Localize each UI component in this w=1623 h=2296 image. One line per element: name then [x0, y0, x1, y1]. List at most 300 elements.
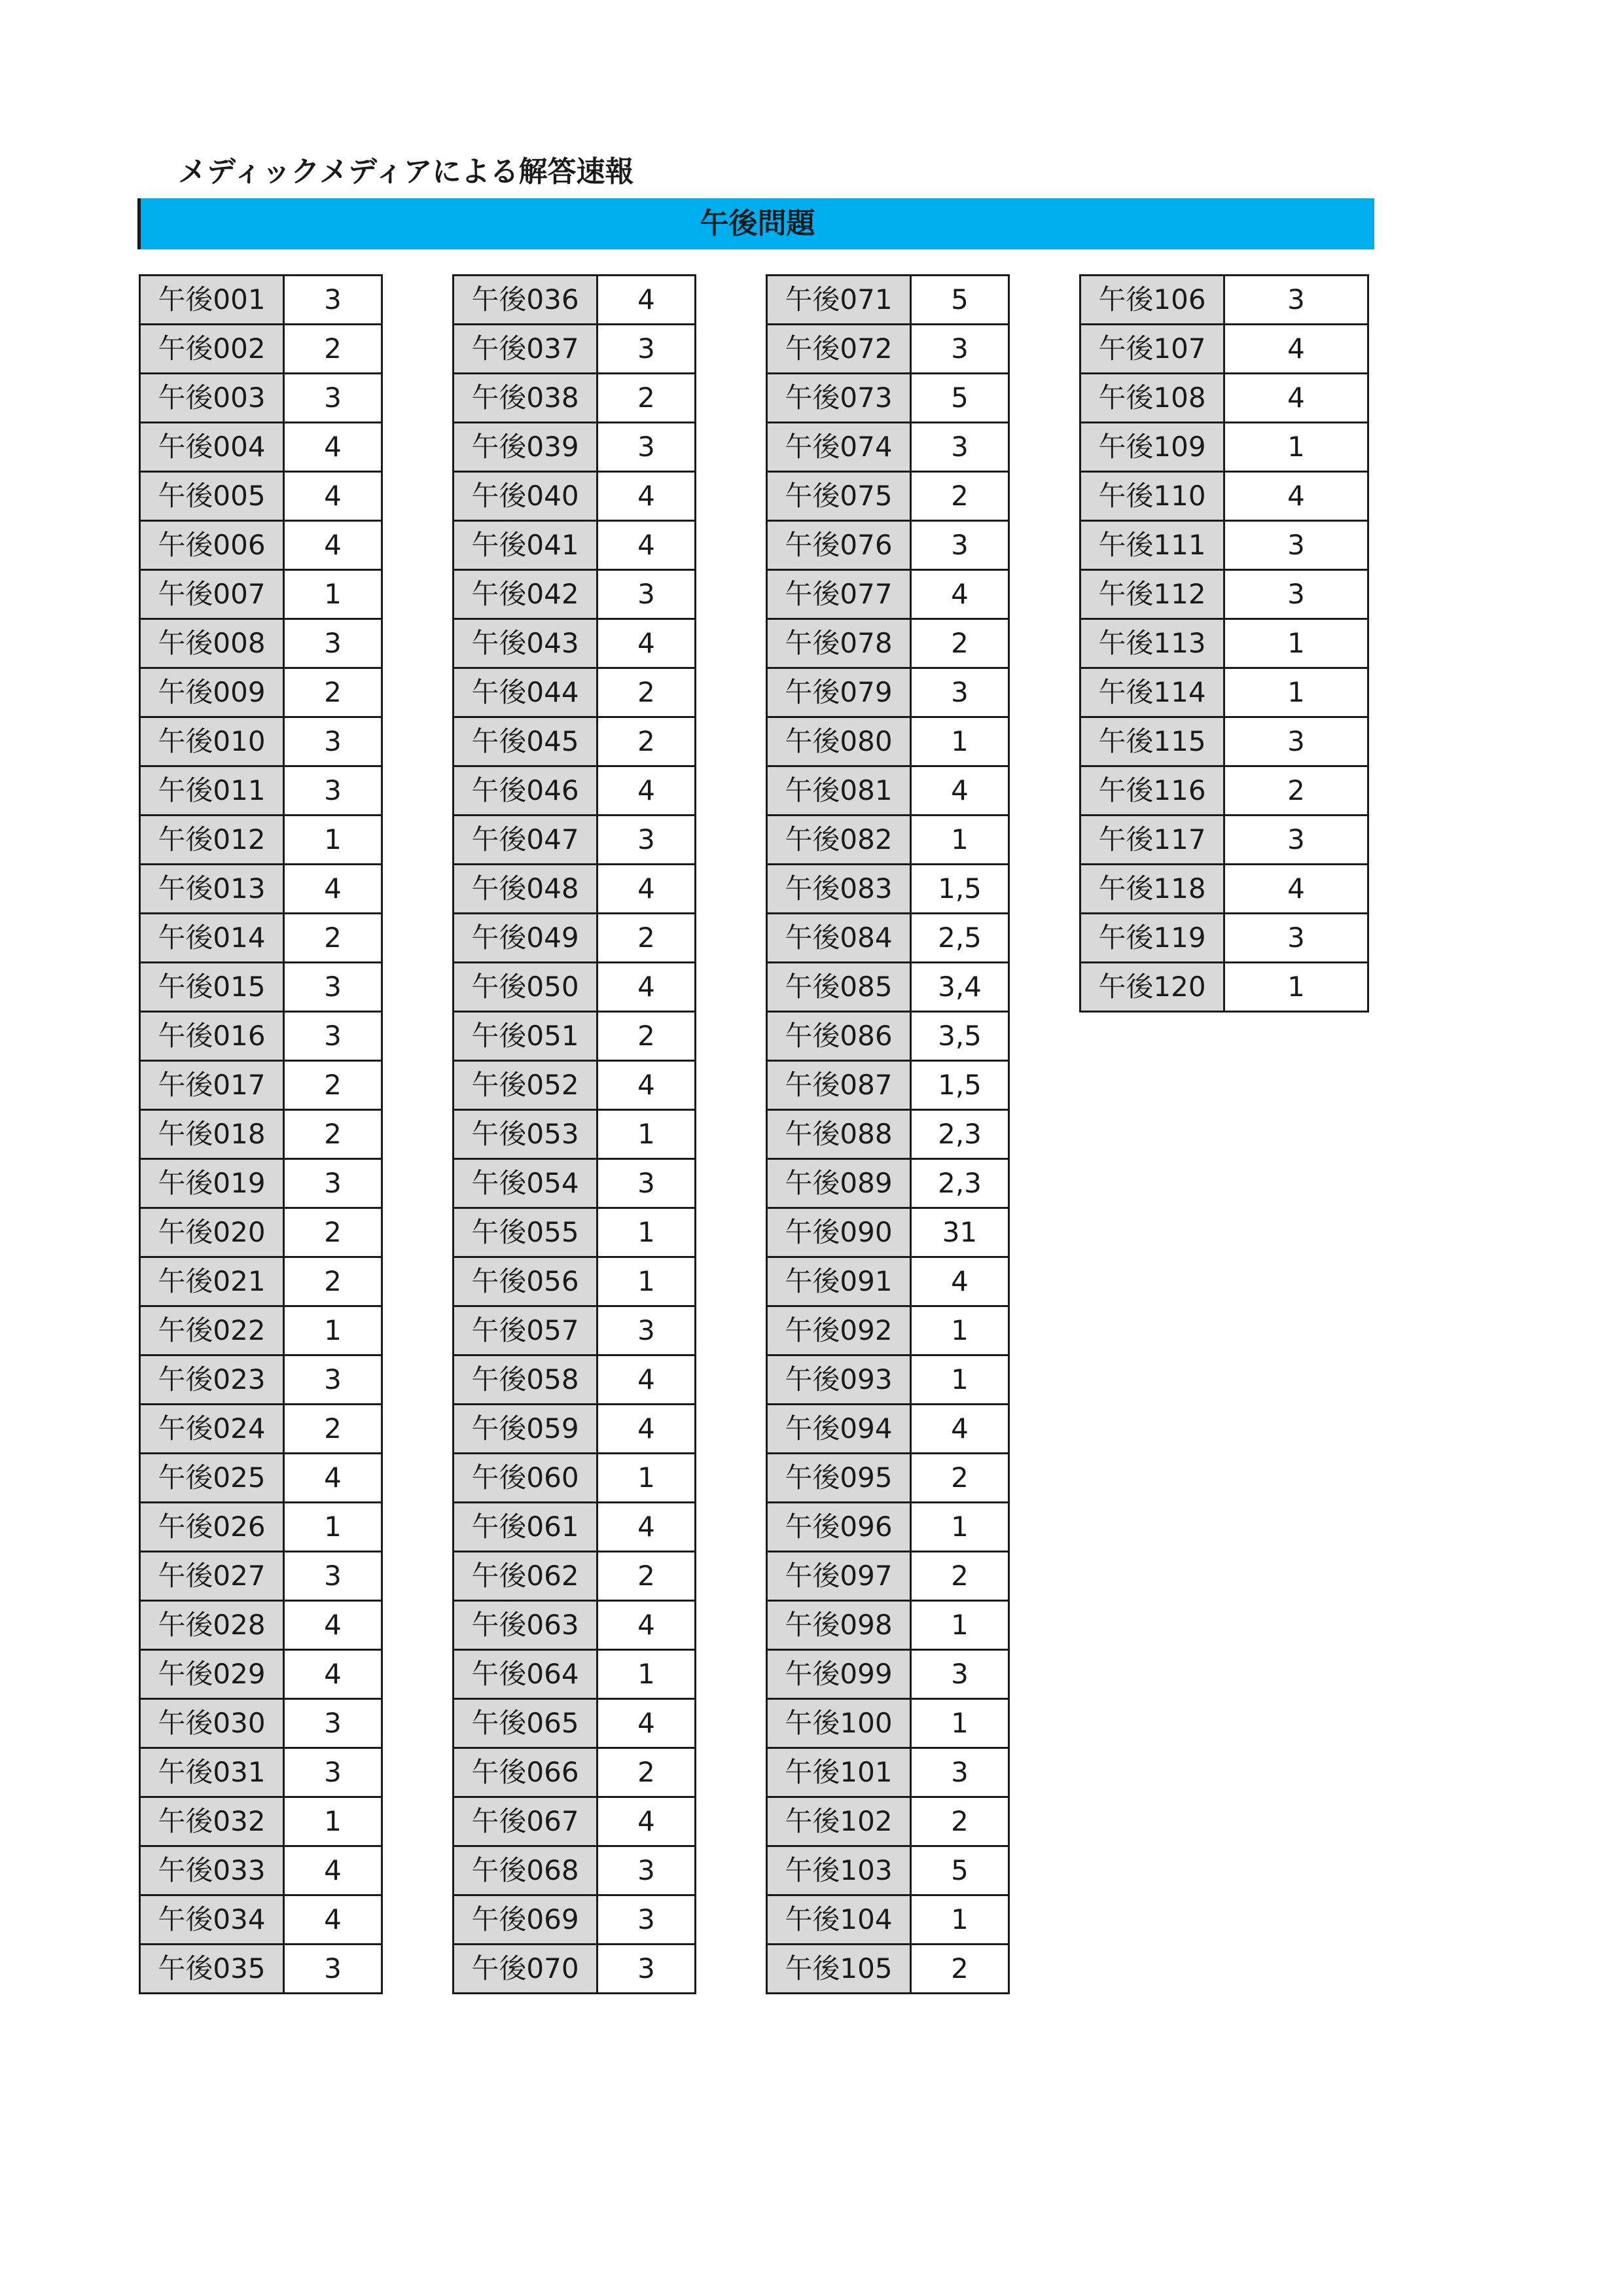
- question-number-cell: 午後059: [454, 1405, 597, 1454]
- question-number-cell: 午後090: [767, 1208, 911, 1257]
- question-number-cell: 午後011: [140, 766, 284, 816]
- answer-cell: 1: [911, 816, 1009, 865]
- table-row: [140, 1355, 382, 1405]
- answer-cell: 3: [284, 717, 382, 766]
- answer-cell: 2: [284, 1208, 382, 1257]
- question-number-cell: 午後025: [140, 1454, 284, 1503]
- table-row: [140, 668, 382, 717]
- question-number-cell: 午後044: [454, 668, 597, 717]
- answer-cell: 3: [911, 1650, 1009, 1699]
- answer-cell: 1: [597, 1110, 696, 1159]
- question-number-cell: 午後034: [140, 1895, 284, 1945]
- question-number-cell: 午後106: [1080, 276, 1224, 325]
- answer-cell: 3: [284, 619, 382, 668]
- question-number-cell: 午後024: [140, 1405, 284, 1454]
- table-row: [767, 472, 1009, 521]
- table-row: [1080, 374, 1368, 423]
- question-number-cell: 午後063: [454, 1601, 597, 1650]
- table-row: [140, 1601, 382, 1650]
- table-row: [1080, 816, 1368, 865]
- table-row: [767, 1846, 1009, 1895]
- question-number-cell: 午後114: [1080, 668, 1224, 717]
- question-number-cell: 午後055: [454, 1208, 597, 1257]
- answer-cell: 2: [284, 668, 382, 717]
- table-row: [767, 1061, 1009, 1110]
- answer-cell: 3: [284, 1159, 382, 1208]
- answer-cell: 3: [597, 423, 696, 472]
- table-row: [140, 1552, 382, 1601]
- question-number-cell: 午後009: [140, 668, 284, 717]
- answer-cell: 1: [911, 1601, 1009, 1650]
- answer-cell: 1: [911, 1355, 1009, 1405]
- answer-cell: 4: [597, 619, 696, 668]
- answer-cell: 1: [1224, 619, 1368, 668]
- table-row: [454, 619, 696, 668]
- table-row: [767, 1552, 1009, 1601]
- answer-cell: 3: [1224, 914, 1368, 963]
- question-number-cell: 午後056: [454, 1257, 597, 1306]
- answer-cell: 3: [597, 1846, 696, 1895]
- answer-cell: 1: [911, 717, 1009, 766]
- question-number-cell: 午後073: [767, 374, 911, 423]
- answer-cell: 1,5: [911, 1061, 1009, 1110]
- answer-cell: 1: [911, 1699, 1009, 1748]
- answer-cell: 1: [597, 1650, 696, 1699]
- table-row: [1080, 521, 1368, 570]
- question-number-cell: 午後001: [140, 276, 284, 325]
- table-row: [1080, 865, 1368, 914]
- table-row: [454, 423, 696, 472]
- table-row: [767, 1012, 1009, 1061]
- question-number-cell: 午後111: [1080, 521, 1224, 570]
- table-row: [140, 521, 382, 570]
- question-number-cell: 午後031: [140, 1748, 284, 1797]
- question-number-cell: 午後095: [767, 1454, 911, 1503]
- answer-cell: 3: [284, 963, 382, 1012]
- answer-cell: 1: [597, 1454, 696, 1503]
- question-number-cell: 午後119: [1080, 914, 1224, 963]
- answer-cell: 3: [911, 423, 1009, 472]
- table-row: [454, 1846, 696, 1895]
- answer-cell: 4: [911, 1257, 1009, 1306]
- answer-cell: 2: [284, 1405, 382, 1454]
- answer-cell: 3: [597, 1306, 696, 1355]
- question-number-cell: 午後086: [767, 1012, 911, 1061]
- table-row: [454, 325, 696, 374]
- question-number-cell: 午後102: [767, 1797, 911, 1846]
- answer-cell: 4: [597, 1601, 696, 1650]
- table-row: [767, 276, 1009, 325]
- question-number-cell: 午後108: [1080, 374, 1224, 423]
- answer-table-column-1: [139, 274, 383, 1994]
- table-row: [140, 1306, 382, 1355]
- question-number-cell: 午後071: [767, 276, 911, 325]
- answer-cell: 2: [911, 619, 1009, 668]
- table-row: [140, 914, 382, 963]
- answer-cell: 3: [597, 816, 696, 865]
- question-number-cell: 午後066: [454, 1748, 597, 1797]
- table-row: [140, 570, 382, 619]
- question-number-cell: 午後032: [140, 1797, 284, 1846]
- question-number-cell: 午後057: [454, 1306, 597, 1355]
- question-number-cell: 午後004: [140, 423, 284, 472]
- question-number-cell: 午後100: [767, 1699, 911, 1748]
- answer-cell: 1: [597, 1208, 696, 1257]
- answer-cell: 4: [284, 1601, 382, 1650]
- table-row: [767, 1699, 1009, 1748]
- question-number-cell: 午後081: [767, 766, 911, 816]
- table-row: [767, 1895, 1009, 1945]
- table-row: [767, 717, 1009, 766]
- question-number-cell: 午後089: [767, 1159, 911, 1208]
- answer-cell: 4: [284, 521, 382, 570]
- table-row: [1080, 423, 1368, 472]
- answer-cell: 1: [1224, 423, 1368, 472]
- table-row: [767, 1405, 1009, 1454]
- table-row: [454, 1405, 696, 1454]
- question-number-cell: 午後005: [140, 472, 284, 521]
- answer-cell: 4: [911, 766, 1009, 816]
- answer-cell: 3: [911, 668, 1009, 717]
- question-number-cell: 午後036: [454, 276, 597, 325]
- question-number-cell: 午後048: [454, 865, 597, 914]
- answer-cell: 3: [597, 1895, 696, 1945]
- answer-cell: 3: [1224, 816, 1368, 865]
- table-row: [454, 1355, 696, 1405]
- table-row: [1080, 717, 1368, 766]
- table-row: [767, 668, 1009, 717]
- table-row: [140, 1208, 382, 1257]
- answer-cell: 3: [597, 570, 696, 619]
- table-row: [767, 521, 1009, 570]
- table-row: [767, 1355, 1009, 1405]
- table-row: [1080, 766, 1368, 816]
- question-number-cell: 午後018: [140, 1110, 284, 1159]
- question-number-cell: 午後033: [140, 1846, 284, 1895]
- answer-cell: 2: [284, 325, 382, 374]
- question-number-cell: 午後030: [140, 1699, 284, 1748]
- question-number-cell: 午後002: [140, 325, 284, 374]
- table-row: [1080, 570, 1368, 619]
- document-title: メディックメディアによる解答速報: [178, 155, 634, 188]
- table-row: [140, 619, 382, 668]
- question-number-cell: 午後083: [767, 865, 911, 914]
- answer-cell: 3: [284, 276, 382, 325]
- question-number-cell: 午後046: [454, 766, 597, 816]
- table-row: [1080, 668, 1368, 717]
- question-number-cell: 午後026: [140, 1503, 284, 1552]
- table-row: [140, 374, 382, 423]
- answer-cell: 2: [911, 1454, 1009, 1503]
- answer-cell: 1: [284, 1503, 382, 1552]
- table-row: [454, 1061, 696, 1110]
- section-header-bar: [137, 198, 1374, 249]
- question-number-cell: 午後101: [767, 1748, 911, 1797]
- table-row: [454, 865, 696, 914]
- answer-cell: 3: [597, 325, 696, 374]
- table-row: [454, 963, 696, 1012]
- question-number-cell: 午後088: [767, 1110, 911, 1159]
- answer-cell: 4: [284, 1846, 382, 1895]
- answer-cell: 4: [1224, 472, 1368, 521]
- answer-cell: 3,4: [911, 963, 1009, 1012]
- table-row: [767, 1110, 1009, 1159]
- answer-cell: 4: [597, 1503, 696, 1552]
- answer-cell: 4: [1224, 374, 1368, 423]
- table-row: [140, 1405, 382, 1454]
- table-row: [140, 865, 382, 914]
- table-row: [767, 325, 1009, 374]
- question-number-cell: 午後051: [454, 1012, 597, 1061]
- answer-cell: 1: [284, 816, 382, 865]
- table-row: [454, 374, 696, 423]
- answer-cell: 3: [284, 1699, 382, 1748]
- table-row: [140, 1454, 382, 1503]
- table-row: [140, 325, 382, 374]
- answer-cell: 3: [284, 1012, 382, 1061]
- question-number-cell: 午後112: [1080, 570, 1224, 619]
- question-number-cell: 午後040: [454, 472, 597, 521]
- answer-cell: 4: [597, 472, 696, 521]
- table-row: [454, 1306, 696, 1355]
- question-number-cell: 午後007: [140, 570, 284, 619]
- answer-cell: 4: [284, 423, 382, 472]
- table-row: [454, 816, 696, 865]
- answer-cell: 3: [1224, 521, 1368, 570]
- table-row: [1080, 914, 1368, 963]
- question-number-cell: 午後091: [767, 1257, 911, 1306]
- table-row: [767, 1650, 1009, 1699]
- table-row: [140, 276, 382, 325]
- answer-cell: 4: [597, 1405, 696, 1454]
- question-number-cell: 午後076: [767, 521, 911, 570]
- question-number-cell: 午後099: [767, 1650, 911, 1699]
- question-number-cell: 午後077: [767, 570, 911, 619]
- question-number-cell: 午後096: [767, 1503, 911, 1552]
- answer-cell: 2,3: [911, 1159, 1009, 1208]
- answer-cell: 1: [284, 570, 382, 619]
- table-row: [140, 1945, 382, 1994]
- question-number-cell: 午後117: [1080, 816, 1224, 865]
- table-row: [454, 766, 696, 816]
- table-row: [140, 1895, 382, 1945]
- answer-cell: 4: [284, 1650, 382, 1699]
- answer-cell: 3: [911, 1748, 1009, 1797]
- table-row: [767, 1454, 1009, 1503]
- question-number-cell: 午後006: [140, 521, 284, 570]
- question-number-cell: 午後118: [1080, 865, 1224, 914]
- question-number-cell: 午後092: [767, 1306, 911, 1355]
- question-number-cell: 午後074: [767, 423, 911, 472]
- answer-cell: 3: [284, 766, 382, 816]
- question-number-cell: 午後107: [1080, 325, 1224, 374]
- table-row: [454, 1552, 696, 1601]
- question-number-cell: 午後098: [767, 1601, 911, 1650]
- table-row: [140, 1797, 382, 1846]
- question-number-cell: 午後019: [140, 1159, 284, 1208]
- answer-table-column-2: [452, 274, 696, 1994]
- table-row: [140, 1257, 382, 1306]
- table-row: [454, 1601, 696, 1650]
- answer-cell: 1: [911, 1503, 1009, 1552]
- question-number-cell: 午後084: [767, 914, 911, 963]
- table-row: [767, 1208, 1009, 1257]
- answer-cell: 4: [597, 963, 696, 1012]
- question-number-cell: 午後085: [767, 963, 911, 1012]
- question-number-cell: 午後014: [140, 914, 284, 963]
- table-row: [140, 1650, 382, 1699]
- table-row: [454, 1945, 696, 1994]
- answer-cell: 3: [1224, 570, 1368, 619]
- table-row: [140, 472, 382, 521]
- table-row: [454, 1748, 696, 1797]
- answer-cell: 2: [597, 1012, 696, 1061]
- table-row: [454, 1110, 696, 1159]
- answer-cell: 5: [911, 1846, 1009, 1895]
- question-number-cell: 午後069: [454, 1895, 597, 1945]
- table-row: [767, 1945, 1009, 1994]
- question-number-cell: 午後035: [140, 1945, 284, 1994]
- answer-cell: 4: [597, 521, 696, 570]
- question-number-cell: 午後068: [454, 1846, 597, 1895]
- question-number-cell: 午後113: [1080, 619, 1224, 668]
- answer-cell: 2,5: [911, 914, 1009, 963]
- question-number-cell: 午後053: [454, 1110, 597, 1159]
- answer-cell: 3: [1224, 717, 1368, 766]
- question-number-cell: 午後094: [767, 1405, 911, 1454]
- table-row: [454, 1012, 696, 1061]
- answer-table-column-4: [1079, 274, 1369, 1013]
- table-row: [454, 1208, 696, 1257]
- table-row: [454, 1454, 696, 1503]
- table-row: [767, 766, 1009, 816]
- table-row: [140, 1846, 382, 1895]
- table-row: [454, 570, 696, 619]
- question-number-cell: 午後015: [140, 963, 284, 1012]
- table-row: [454, 1159, 696, 1208]
- answer-cell: 4: [284, 472, 382, 521]
- answer-cell: 3: [284, 1945, 382, 1994]
- answer-cell: 2: [597, 374, 696, 423]
- table-row: [140, 1110, 382, 1159]
- answer-cell: 2: [597, 914, 696, 963]
- table-row: [140, 1061, 382, 1110]
- question-number-cell: 午後028: [140, 1601, 284, 1650]
- question-number-cell: 午後016: [140, 1012, 284, 1061]
- answer-cell: 3: [284, 1355, 382, 1405]
- answer-cell: 3: [597, 1945, 696, 1994]
- table-row: [767, 570, 1009, 619]
- question-number-cell: 午後037: [454, 325, 597, 374]
- table-row: [767, 1159, 1009, 1208]
- question-number-cell: 午後008: [140, 619, 284, 668]
- answer-cell: 3: [1224, 276, 1368, 325]
- table-row: [767, 619, 1009, 668]
- answer-cell: 1: [911, 1306, 1009, 1355]
- question-number-cell: 午後042: [454, 570, 597, 619]
- answer-cell: 2: [911, 1552, 1009, 1601]
- answer-cell: 2: [597, 1552, 696, 1601]
- table-row: [140, 1503, 382, 1552]
- question-number-cell: 午後072: [767, 325, 911, 374]
- table-row: [1080, 963, 1368, 1012]
- answer-cell: 4: [597, 1797, 696, 1846]
- answer-cell: 31: [911, 1208, 1009, 1257]
- question-number-cell: 午後054: [454, 1159, 597, 1208]
- answer-cell: 4: [597, 766, 696, 816]
- question-number-cell: 午後115: [1080, 717, 1224, 766]
- answer-cell: 4: [597, 1061, 696, 1110]
- question-number-cell: 午後022: [140, 1306, 284, 1355]
- question-number-cell: 午後110: [1080, 472, 1224, 521]
- table-row: [767, 1797, 1009, 1846]
- table-row: [454, 668, 696, 717]
- table-row: [767, 1601, 1009, 1650]
- question-number-cell: 午後052: [454, 1061, 597, 1110]
- question-number-cell: 午後017: [140, 1061, 284, 1110]
- answer-cell: 1: [911, 1895, 1009, 1945]
- table-row: [140, 717, 382, 766]
- answer-table-column-3: [766, 274, 1010, 1994]
- table-row: [454, 1797, 696, 1846]
- table-row: [767, 914, 1009, 963]
- question-number-cell: 午後045: [454, 717, 597, 766]
- answer-cell: 3,5: [911, 1012, 1009, 1061]
- answer-cell: 4: [1224, 325, 1368, 374]
- question-number-cell: 午後104: [767, 1895, 911, 1945]
- table-row: [454, 1650, 696, 1699]
- answer-cell: 4: [911, 1405, 1009, 1454]
- answer-cell: 3: [284, 1748, 382, 1797]
- answer-cell: 1: [597, 1257, 696, 1306]
- question-number-cell: 午後116: [1080, 766, 1224, 816]
- question-number-cell: 午後078: [767, 619, 911, 668]
- answer-cell: 4: [597, 1355, 696, 1405]
- question-number-cell: 午後105: [767, 1945, 911, 1994]
- table-row: [767, 816, 1009, 865]
- answer-cell: 4: [1224, 865, 1368, 914]
- table-row: [140, 1748, 382, 1797]
- table-row: [1080, 619, 1368, 668]
- table-row: [767, 1257, 1009, 1306]
- question-number-cell: 午後087: [767, 1061, 911, 1110]
- question-number-cell: 午後049: [454, 914, 597, 963]
- answer-cell: 4: [911, 570, 1009, 619]
- answer-cell: 4: [284, 1454, 382, 1503]
- question-number-cell: 午後120: [1080, 963, 1224, 1012]
- table-row: [454, 1257, 696, 1306]
- table-row: [1080, 325, 1368, 374]
- table-row: [1080, 276, 1368, 325]
- answer-cell: 5: [911, 276, 1009, 325]
- table-row: [454, 1699, 696, 1748]
- question-number-cell: 午後003: [140, 374, 284, 423]
- answer-cell: 4: [597, 865, 696, 914]
- question-number-cell: 午後082: [767, 816, 911, 865]
- table-row: [454, 276, 696, 325]
- table-row: [1080, 472, 1368, 521]
- question-number-cell: 午後039: [454, 423, 597, 472]
- table-row: [454, 521, 696, 570]
- question-number-cell: 午後058: [454, 1355, 597, 1405]
- question-number-cell: 午後047: [454, 816, 597, 865]
- question-number-cell: 午後064: [454, 1650, 597, 1699]
- answer-cell: 2: [597, 668, 696, 717]
- question-number-cell: 午後013: [140, 865, 284, 914]
- table-row: [454, 1503, 696, 1552]
- answer-cell: 3: [284, 374, 382, 423]
- answer-cell: 3: [911, 521, 1009, 570]
